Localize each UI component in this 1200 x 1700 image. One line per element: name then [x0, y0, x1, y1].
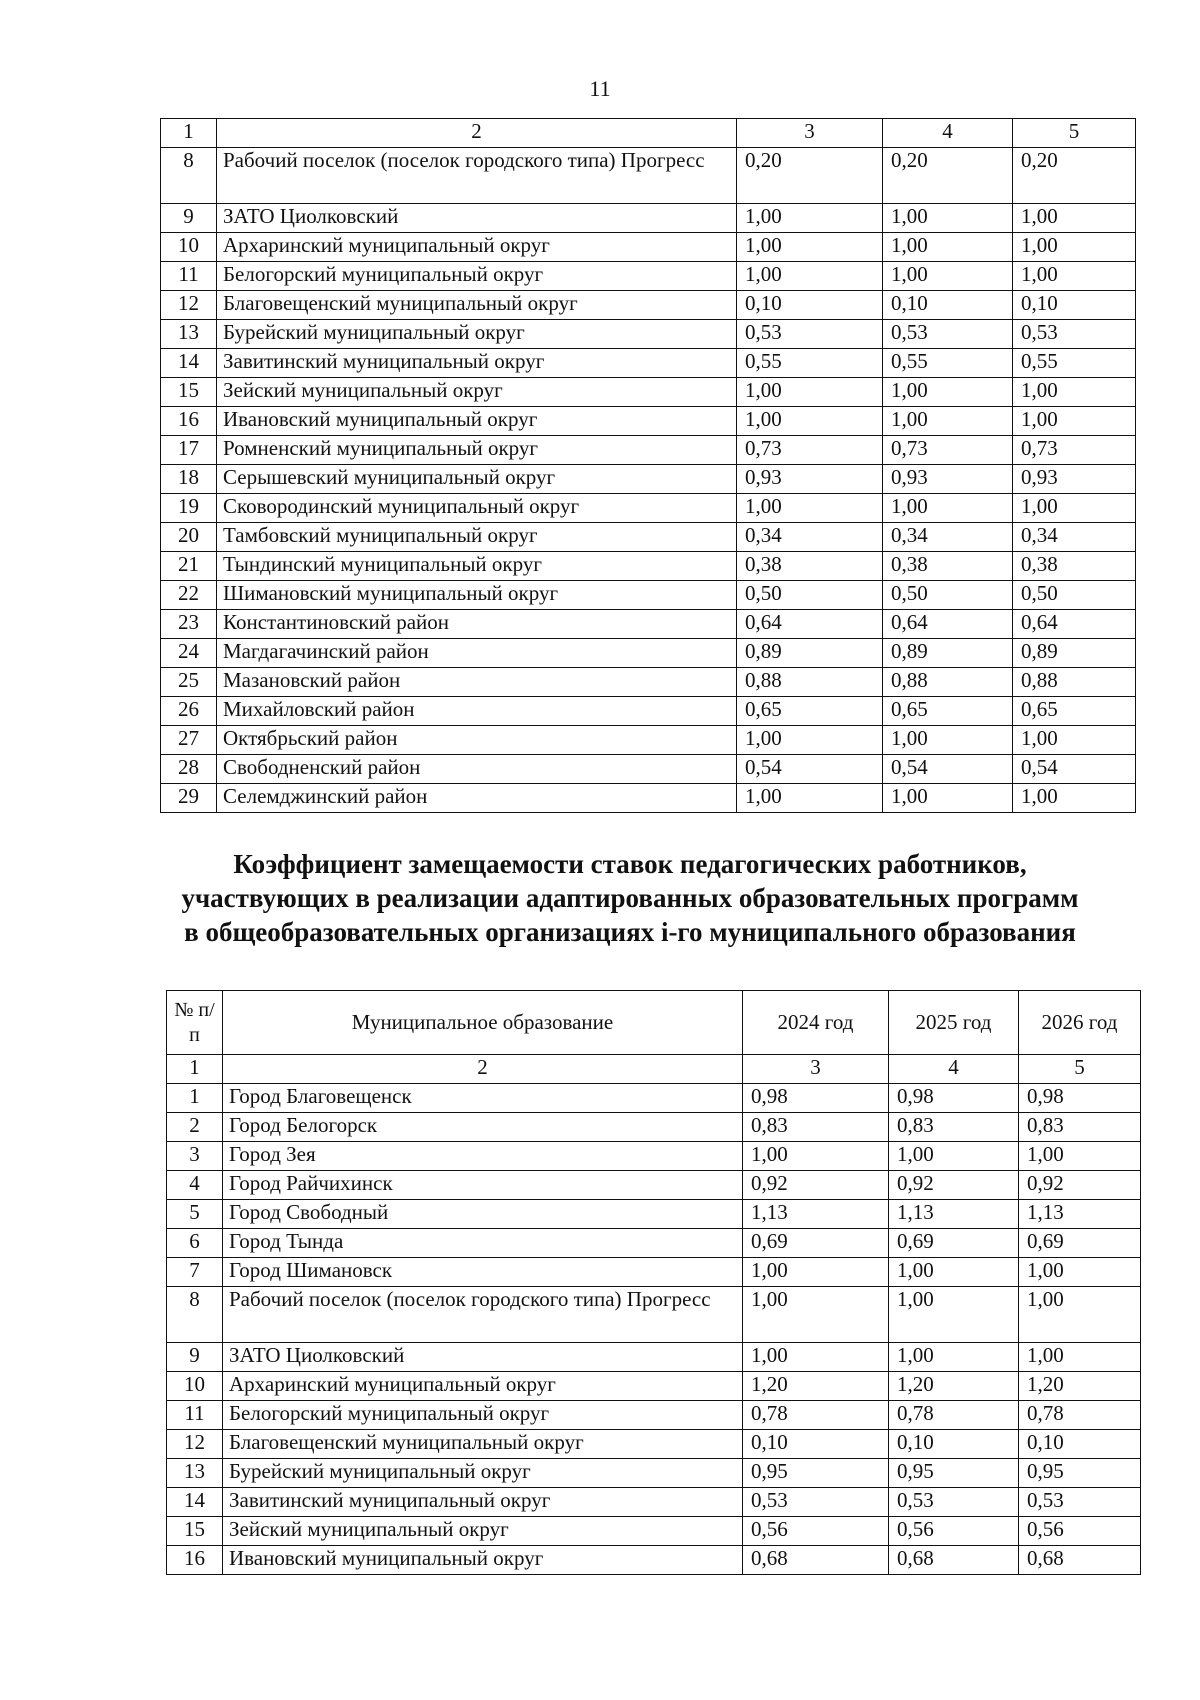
table-row [161, 523, 1136, 552]
column-number: 1 [161, 119, 217, 148]
value-2026: 1,00 [1013, 726, 1136, 755]
value-2025: 0,53 [883, 320, 1013, 349]
table-row [161, 233, 1136, 262]
row-number: 14 [161, 349, 217, 378]
column-numbers-row [161, 119, 1136, 148]
value-2024: 0,10 [737, 291, 883, 320]
value-2026: 0,68 [1019, 1546, 1141, 1575]
value-2025: 0,10 [889, 1430, 1019, 1459]
value-2025: 0,78 [889, 1401, 1019, 1430]
value-2024: 0,78 [743, 1401, 889, 1430]
row-number: 16 [161, 407, 217, 436]
value-2026: 1,20 [1019, 1372, 1141, 1401]
adaptive-programs-coefficient-table [166, 990, 1141, 1575]
value-2024: 1,00 [737, 204, 883, 233]
section-title-line: в общеобразовательных организациях i-го муниципального образования [184, 917, 1076, 947]
value-2025: 1,00 [889, 1258, 1019, 1287]
value-2026: 0,69 [1019, 1229, 1141, 1258]
value-2024: 1,00 [743, 1258, 889, 1287]
column-number: 2 [223, 1055, 743, 1084]
table-header-row [167, 991, 1141, 1055]
municipality-name: Зейский муниципальный округ [223, 1517, 743, 1546]
value-2025: 0,93 [883, 465, 1013, 494]
value-2026: 0,65 [1013, 697, 1136, 726]
value-2026: 0,89 [1013, 639, 1136, 668]
table-row [167, 1343, 1141, 1372]
municipality-name: Завитинский муниципальный округ [223, 1488, 743, 1517]
section-title [100, 847, 1160, 949]
column-number: 3 [743, 1055, 889, 1084]
value-2024: 0,10 [743, 1430, 889, 1459]
value-2025: 1,00 [883, 378, 1013, 407]
column-number: 2 [217, 119, 737, 148]
municipality-name: Серышевский муниципальный округ [217, 465, 737, 494]
municipality-name: Сковородинский муниципальный округ [217, 494, 737, 523]
municipality-name: Город Благовещенск [223, 1084, 743, 1113]
table-row [161, 494, 1136, 523]
table-row [161, 755, 1136, 784]
value-2026: 0,95 [1019, 1459, 1141, 1488]
value-2024: 1,00 [743, 1287, 889, 1343]
row-number: 4 [167, 1171, 223, 1200]
table-row [161, 465, 1136, 494]
value-2024: 0,53 [743, 1488, 889, 1517]
row-number: 26 [161, 697, 217, 726]
row-number: 17 [161, 436, 217, 465]
value-2025: 0,64 [883, 610, 1013, 639]
municipality-name: Архаринский муниципальный округ [223, 1372, 743, 1401]
value-2024: 0,53 [737, 320, 883, 349]
table-row [161, 320, 1136, 349]
value-2024: 0,95 [743, 1459, 889, 1488]
value-2024: 0,54 [737, 755, 883, 784]
value-2025: 0,54 [883, 755, 1013, 784]
row-number: 8 [161, 148, 217, 204]
value-2024: 1,00 [737, 378, 883, 407]
value-2026: 0,50 [1013, 581, 1136, 610]
value-2026: 0,93 [1013, 465, 1136, 494]
table-row [161, 610, 1136, 639]
value-2025: 1,00 [883, 204, 1013, 233]
value-2025: 0,55 [883, 349, 1013, 378]
municipality-name: Бурейский муниципальный округ [217, 320, 737, 349]
row-number: 29 [161, 784, 217, 813]
row-number: 16 [167, 1546, 223, 1575]
municipality-name: Михайловский район [217, 697, 737, 726]
value-2026: 0,10 [1013, 291, 1136, 320]
header-2025: 2025 год [889, 991, 1019, 1055]
header-municipality: Муниципальное образование [223, 991, 743, 1055]
table-row [167, 1084, 1141, 1113]
table-row [167, 1229, 1141, 1258]
row-number: 25 [161, 668, 217, 697]
table-row [167, 1372, 1141, 1401]
row-number: 24 [161, 639, 217, 668]
value-2026: 0,64 [1013, 610, 1136, 639]
value-2024: 0,92 [743, 1171, 889, 1200]
municipality-name: Свободненский район [217, 755, 737, 784]
table-row [167, 1488, 1141, 1517]
row-number: 12 [161, 291, 217, 320]
value-2025: 1,00 [883, 494, 1013, 523]
value-2025: 1,20 [889, 1372, 1019, 1401]
row-number: 2 [167, 1113, 223, 1142]
value-2026: 0,20 [1013, 148, 1136, 204]
municipality-name: Город Свободный [223, 1200, 743, 1229]
row-number: 18 [161, 465, 217, 494]
table2-body [167, 991, 1141, 1575]
row-number: 27 [161, 726, 217, 755]
municipality-name: Ромненский муниципальный округ [217, 436, 737, 465]
value-2024: 0,34 [737, 523, 883, 552]
municipality-name: Тындинский муниципальный округ [217, 552, 737, 581]
value-2025: 0,53 [889, 1488, 1019, 1517]
row-number: 19 [161, 494, 217, 523]
row-number: 5 [167, 1200, 223, 1229]
value-2024: 0,64 [737, 610, 883, 639]
value-2026: 1,00 [1013, 233, 1136, 262]
municipality-name: Ивановский муниципальный округ [217, 407, 737, 436]
value-2025: 0,10 [883, 291, 1013, 320]
value-2026: 0,10 [1019, 1430, 1141, 1459]
value-2025: 0,98 [889, 1084, 1019, 1113]
value-2024: 1,00 [737, 494, 883, 523]
municipality-name: Ивановский муниципальный округ [223, 1546, 743, 1575]
value-2026: 0,34 [1013, 523, 1136, 552]
value-2024: 0,89 [737, 639, 883, 668]
row-number: 20 [161, 523, 217, 552]
municipality-name: Селемджинский район [217, 784, 737, 813]
value-2025: 1,00 [883, 233, 1013, 262]
value-2026: 1,13 [1019, 1200, 1141, 1229]
value-2025: 0,89 [883, 639, 1013, 668]
municipality-name: Архаринский муниципальный округ [217, 233, 737, 262]
value-2024: 1,00 [743, 1343, 889, 1372]
table-row [167, 1113, 1141, 1142]
table-row [167, 1287, 1141, 1343]
table-row [161, 726, 1136, 755]
value-2026: 1,00 [1013, 494, 1136, 523]
value-2025: 0,92 [889, 1171, 1019, 1200]
municipality-name: Мазановский район [217, 668, 737, 697]
column-number: 1 [167, 1055, 223, 1084]
value-2025: 0,50 [883, 581, 1013, 610]
column-number: 5 [1013, 119, 1136, 148]
value-2025: 1,00 [883, 726, 1013, 755]
row-number: 22 [161, 581, 217, 610]
value-2025: 0,73 [883, 436, 1013, 465]
value-2026: 0,88 [1013, 668, 1136, 697]
value-2024: 1,00 [737, 726, 883, 755]
value-2024: 0,50 [737, 581, 883, 610]
row-number: 10 [161, 233, 217, 262]
row-number: 23 [161, 610, 217, 639]
column-number: 4 [889, 1055, 1019, 1084]
table-row [167, 1258, 1141, 1287]
value-2025: 0,83 [889, 1113, 1019, 1142]
table-row [161, 291, 1136, 320]
value-2024: 1,00 [743, 1142, 889, 1171]
row-number: 6 [167, 1229, 223, 1258]
municipality-name: Город Белогорск [223, 1113, 743, 1142]
municipality-name: Рабочий поселок (поселок городского типа) Прогресс [223, 1287, 743, 1343]
value-2025: 0,95 [889, 1459, 1019, 1488]
value-2026: 0,53 [1019, 1488, 1141, 1517]
value-2025: 1,13 [889, 1200, 1019, 1229]
value-2024: 0,55 [737, 349, 883, 378]
table-row [161, 581, 1136, 610]
value-2026: 0,92 [1019, 1171, 1141, 1200]
municipality-name: ЗАТО Циолковский [217, 204, 737, 233]
value-2024: 0,38 [737, 552, 883, 581]
row-number: 1 [167, 1084, 223, 1113]
municipality-name: Благовещенский муниципальный округ [223, 1430, 743, 1459]
value-2026: 1,00 [1019, 1343, 1141, 1372]
row-number: 13 [167, 1459, 223, 1488]
header-2024: 2024 год [743, 991, 889, 1055]
row-number: 14 [167, 1488, 223, 1517]
value-2026: 0,78 [1019, 1401, 1141, 1430]
municipality-name: Город Райчихинск [223, 1171, 743, 1200]
row-number: 9 [167, 1343, 223, 1372]
row-number: 21 [161, 552, 217, 581]
value-2024: 1,00 [737, 262, 883, 291]
table-row [161, 639, 1136, 668]
header-number: № п/п [167, 991, 223, 1055]
value-2024: 0,73 [737, 436, 883, 465]
row-number: 3 [167, 1142, 223, 1171]
row-number: 10 [167, 1372, 223, 1401]
column-number: 4 [883, 119, 1013, 148]
value-2024: 1,00 [737, 407, 883, 436]
municipality-name: Белогорский муниципальный округ [223, 1401, 743, 1430]
municipality-name: ЗАТО Циолковский [223, 1343, 743, 1372]
value-2024: 1,00 [737, 233, 883, 262]
value-2024: 1,13 [743, 1200, 889, 1229]
municipality-name: Город Зея [223, 1142, 743, 1171]
value-2025: 0,56 [889, 1517, 1019, 1546]
municipality-name: Город Шимановск [223, 1258, 743, 1287]
value-2026: 0,53 [1013, 320, 1136, 349]
value-2024: 0,69 [743, 1229, 889, 1258]
table-row [161, 668, 1136, 697]
row-number: 13 [161, 320, 217, 349]
value-2025: 1,00 [889, 1287, 1019, 1343]
row-number: 8 [167, 1287, 223, 1343]
value-2026: 1,00 [1013, 262, 1136, 291]
value-2024: 0,83 [743, 1113, 889, 1142]
value-2026: 1,00 [1019, 1142, 1141, 1171]
table1-body [161, 119, 1136, 813]
municipality-name: Завитинский муниципальный округ [217, 349, 737, 378]
value-2026: 0,38 [1013, 552, 1136, 581]
table-row [161, 552, 1136, 581]
value-2026: 0,54 [1013, 755, 1136, 784]
value-2025: 1,00 [883, 407, 1013, 436]
row-number: 15 [161, 378, 217, 407]
value-2024: 0,65 [737, 697, 883, 726]
value-2026: 1,00 [1019, 1258, 1141, 1287]
municipality-name: Магдагачинский район [217, 639, 737, 668]
row-number: 12 [167, 1430, 223, 1459]
table-row [161, 378, 1136, 407]
table-row [167, 1200, 1141, 1229]
value-2024: 0,20 [737, 148, 883, 204]
municipality-name: Шимановский муниципальный округ [217, 581, 737, 610]
municipality-name: Зейский муниципальный округ [217, 378, 737, 407]
value-2026: 0,56 [1019, 1517, 1141, 1546]
value-2025: 1,00 [883, 784, 1013, 813]
value-2026: 1,00 [1013, 204, 1136, 233]
municipality-name: Константиновский район [217, 610, 737, 639]
row-number: 9 [161, 204, 217, 233]
value-2025: 1,00 [883, 262, 1013, 291]
value-2025: 0,68 [889, 1546, 1019, 1575]
table-row [167, 1171, 1141, 1200]
value-2025: 0,65 [883, 697, 1013, 726]
value-2026: 0,73 [1013, 436, 1136, 465]
table-row [167, 1459, 1141, 1488]
value-2026: 0,83 [1019, 1113, 1141, 1142]
value-2026: 1,00 [1019, 1287, 1141, 1343]
section-title-line: Коэффициент замещаемости ставок педагогических работников, [233, 849, 1027, 879]
table-row [167, 1546, 1141, 1575]
value-2026: 1,00 [1013, 378, 1136, 407]
value-2025: 0,69 [889, 1229, 1019, 1258]
table-row [161, 148, 1136, 204]
row-number: 11 [167, 1401, 223, 1430]
table-row [167, 1401, 1141, 1430]
table-row [161, 262, 1136, 291]
value-2024: 0,68 [743, 1546, 889, 1575]
municipality-name: Рабочий поселок (поселок городского типа) Прогресс [217, 148, 737, 204]
value-2025: 1,00 [889, 1343, 1019, 1372]
table-row [161, 436, 1136, 465]
value-2024: 0,98 [743, 1084, 889, 1113]
value-2025: 0,38 [883, 552, 1013, 581]
column-numbers-row [167, 1055, 1141, 1084]
value-2026: 1,00 [1013, 407, 1136, 436]
value-2024: 0,88 [737, 668, 883, 697]
value-2024: 0,56 [743, 1517, 889, 1546]
column-number: 3 [737, 119, 883, 148]
value-2026: 0,55 [1013, 349, 1136, 378]
header-2026: 2026 год [1019, 991, 1141, 1055]
value-2024: 1,20 [743, 1372, 889, 1401]
section-title-line: участвующих в реализации адаптированных образовательных программ [181, 883, 1079, 913]
row-number: 11 [161, 262, 217, 291]
municipality-name: Бурейский муниципальный округ [223, 1459, 743, 1488]
row-number: 7 [167, 1258, 223, 1287]
table-row [161, 204, 1136, 233]
table-row [161, 349, 1136, 378]
table-row [161, 407, 1136, 436]
value-2026: 0,98 [1019, 1084, 1141, 1113]
value-2025: 0,34 [883, 523, 1013, 552]
table-row [161, 697, 1136, 726]
row-number: 15 [167, 1517, 223, 1546]
row-number: 28 [161, 755, 217, 784]
municipality-name: Благовещенский муниципальный округ [217, 291, 737, 320]
coefficient-table-continued [160, 118, 1136, 813]
municipality-name: Белогорский муниципальный округ [217, 262, 737, 291]
table-row [161, 784, 1136, 813]
municipality-name: Город Тында [223, 1229, 743, 1258]
table-row [167, 1142, 1141, 1171]
municipality-name: Тамбовский муниципальный округ [217, 523, 737, 552]
column-number: 5 [1019, 1055, 1141, 1084]
municipality-name: Октябрьский район [217, 726, 737, 755]
value-2024: 1,00 [737, 784, 883, 813]
value-2025: 0,20 [883, 148, 1013, 204]
page-number: 11 [589, 76, 611, 101]
value-2025: 0,88 [883, 668, 1013, 697]
value-2024: 0,93 [737, 465, 883, 494]
value-2026: 1,00 [1013, 784, 1136, 813]
value-2025: 1,00 [889, 1142, 1019, 1171]
table-row [167, 1430, 1141, 1459]
table-row [167, 1517, 1141, 1546]
